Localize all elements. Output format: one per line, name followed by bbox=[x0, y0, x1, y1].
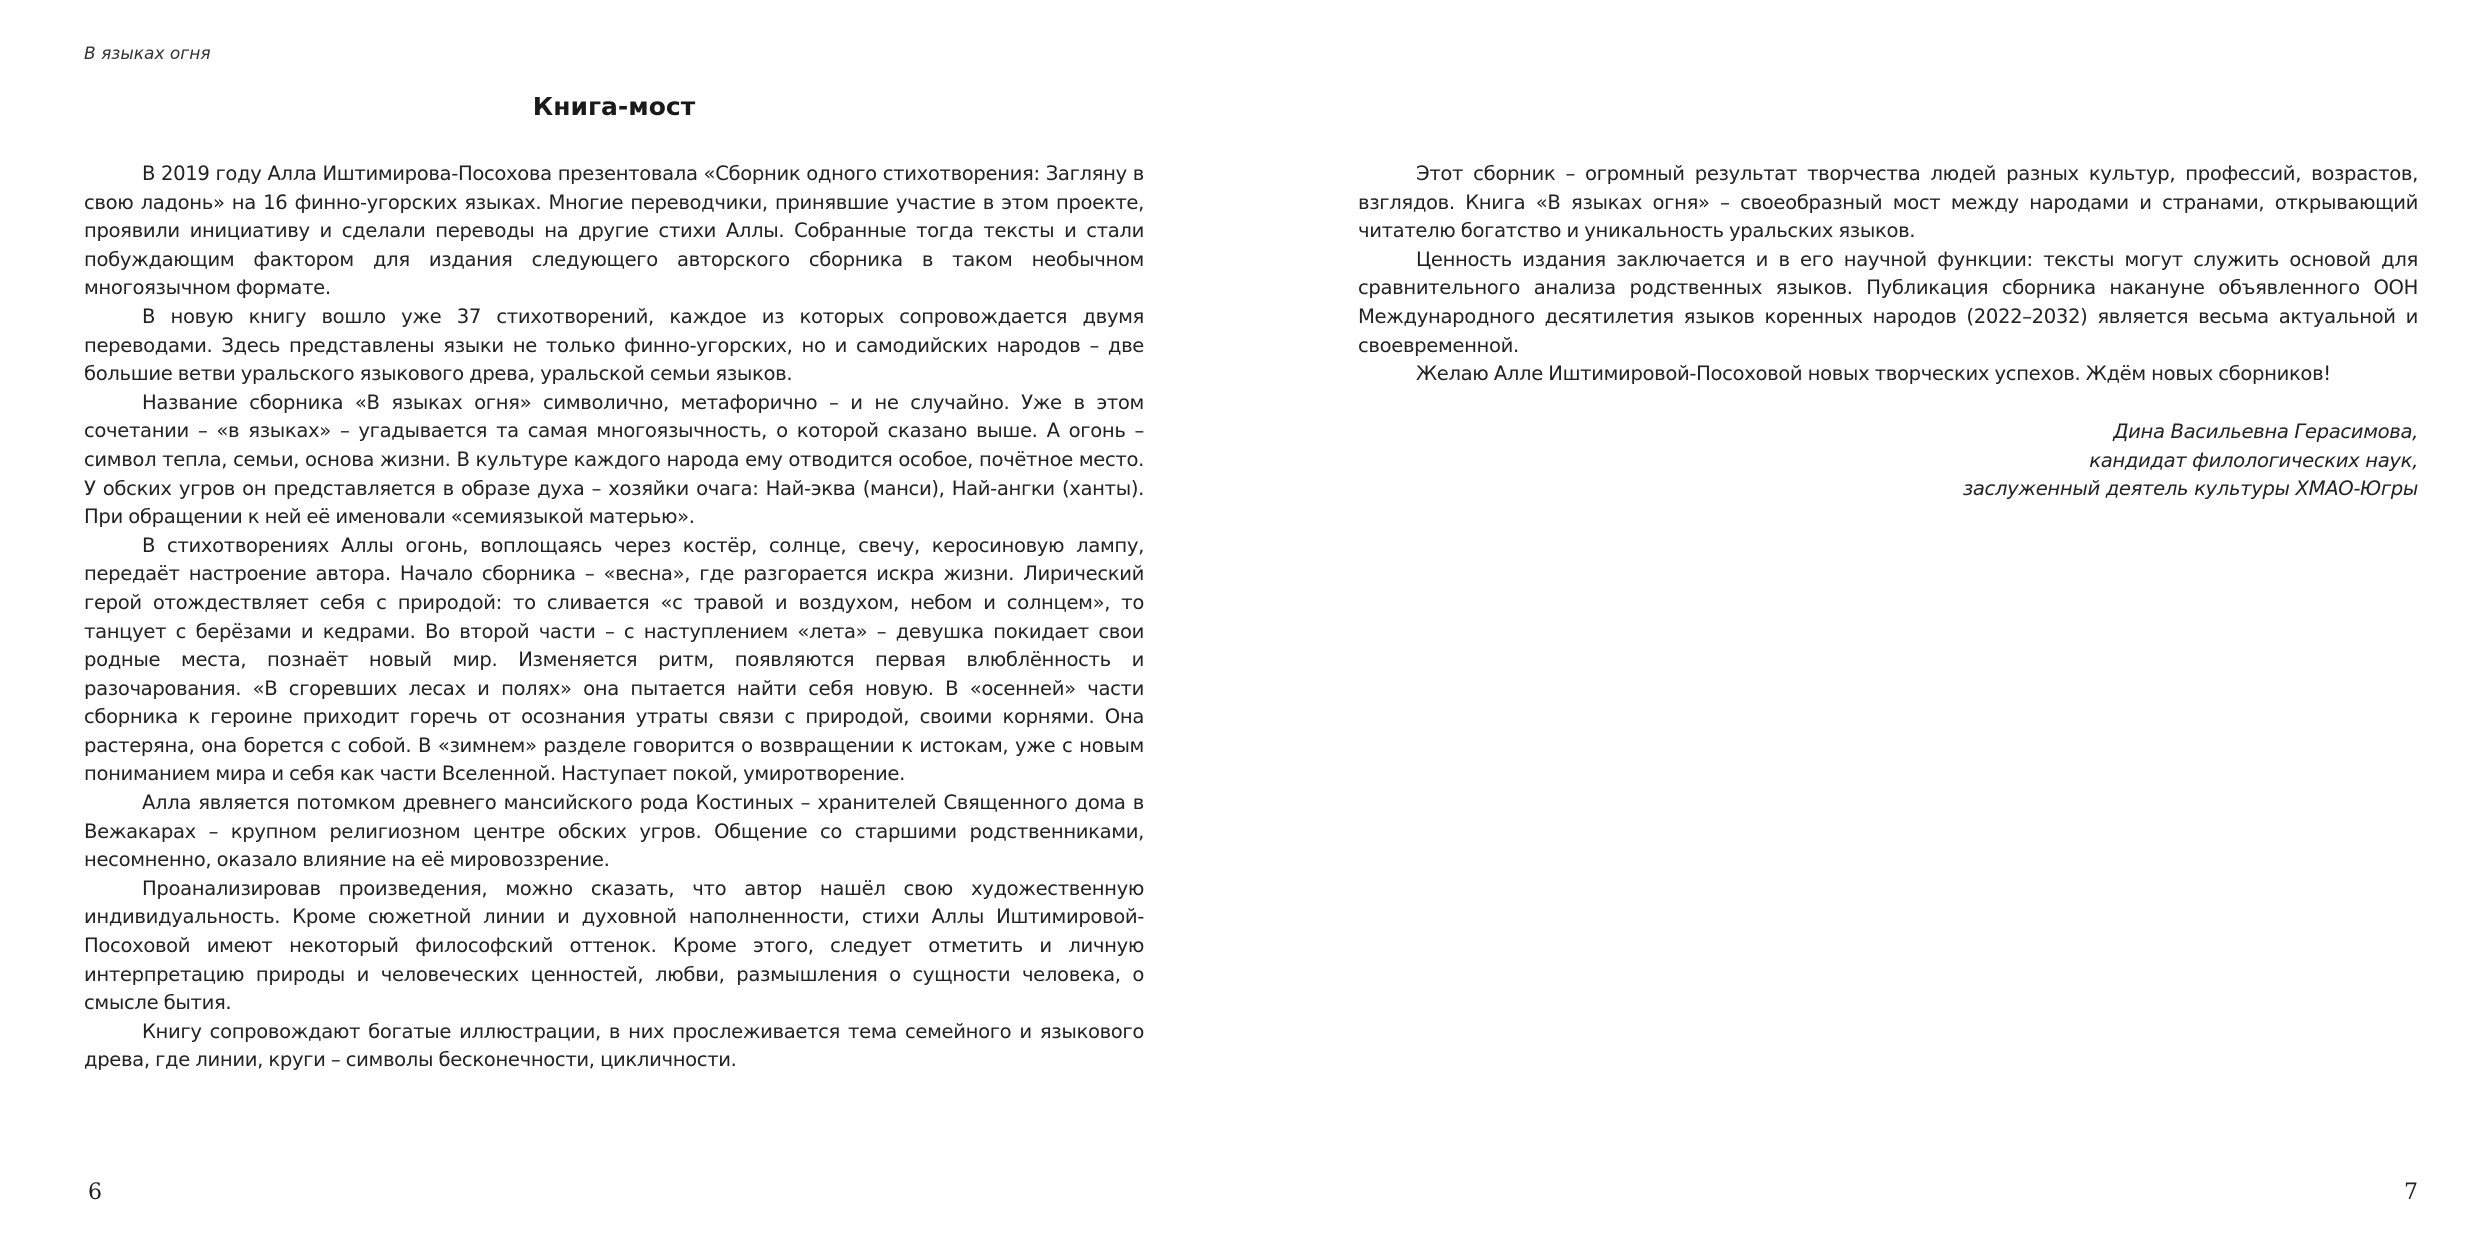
running-header: В языках огня bbox=[84, 44, 211, 64]
page-number-left: 6 bbox=[88, 1180, 102, 1205]
page-number-right: 7 bbox=[2404, 1180, 2418, 1205]
paragraph: Название сборника «В языках огня» символично, метафорично – и не случайно. Уже в этом сочетании – «в языках» – угадывается та самая многоязычность, о которой сказано выше. А огонь – символ тепла, семьи, основа жизни. В культуре каждого народа ему отводится особое, почётное место. У обских угров он представляется в образе духа – хозяйки очага: Най-эква (манси), Най-ангки (ханты). При обращении к ней её именовали «семиязыкой матерью». bbox=[84, 390, 1144, 529]
paragraph: Проанализировав произведения, можно сказать, что автор нашёл свою художественную индивидуальность. Кроме сюжетной линии и духовной наполненности, стихи Аллы Иштимировой-Посоховой имеют некоторый философский оттенок. Кроме этого, следует отметить и личную интерпретацию природы и человеческих ценностей, любви, размышления о сущности человека, о смысле бытия. bbox=[84, 876, 1144, 1015]
paragraph: Ценность издания заключается и в его научной функции: тексты могут служить основой для сравнительного анализа родственных языков. Публикация сборника накануне объявленного ООН Международного десятилетия языков коренных народов (2022–2032) является весьма актуальной и своевременной. bbox=[1358, 247, 2418, 357]
signature-title: заслуженный деятель культуры ХМАО-Югры bbox=[1962, 477, 2418, 501]
paragraph: В новую книгу вошло уже 37 стихотворений, каждое из которых сопровождается двумя переводами. Здесь представлены языки не только финно-угорских, но и самодийских народов – две большие ветви уральского языкового древа, уральской семьи языков. bbox=[84, 304, 1144, 386]
paragraph: Книгу сопровождают богатые иллюстрации, в них прослеживается тема семейного и языкового древа, где линии, круги – символы бесконечности, цикличности. bbox=[84, 1019, 1144, 1072]
left-page bbox=[0, 0, 1240, 1241]
signature-name: Дина Васильевна Герасимова, bbox=[2113, 420, 2418, 443]
signature-degree: кандидат филологических наук, bbox=[2089, 448, 2418, 472]
author-signature bbox=[1358, 418, 2418, 504]
paragraph: В 2019 году Алла Иштимирова-Посохова презентовала «Сборник одного стихотворения: Загляну в свою ладонь» на 16 финно-угорских языках. Многие переводчики, принявшие участие в этом проекте, проявили инициативу и сделали переводы на другие стихи Аллы. Собранные тогда тексты и стали побуждающим фактором для издания следующего авторского сборника в таком необычном многоязычном формате. bbox=[84, 162, 1144, 300]
chapter-title: Книга-мост bbox=[532, 92, 696, 121]
right-body-text bbox=[1358, 160, 2418, 389]
right-page bbox=[1240, 0, 2481, 1241]
paragraph: В стихотворениях Аллы огонь, воплощаясь через костёр, солнце, свечу, керосиновую лампу, передаёт настроение автора. Начало сборника – «весна», где разгорается искра жизни. Лирический герой отождествляет себя с природой: то сливается «с травой и воздухом, небом и солнцем», то танцует с берёзами и кедрами. Во второй части – с наступлением «лета» – девушка покидает свои родные места, познаёт новый мир. Изменяется ритм, появляются первая влюблённость и разочарования. «В сгоревших лесах и полях» она пытается найти себя новую. В «осенней» части сборника к героине приходит горечь от осознания утраты связи с природой, своими корнями. Она растеряна, она борется с собой. В «зимнем» разделе говорится о возвращении к истокам, уже с новым пониманием мира и себя как части Вселенной. Наступает покой, умиротворение. bbox=[84, 533, 1144, 786]
paragraph: Желаю Алле Иштимировой-Посоховой новых творческих успехов. Ждём новых сборников! bbox=[1416, 362, 2331, 386]
paragraph: Этот сборник – огромный результат творчества людей разных культур, профессий, возрастов, взглядов. Книга «В языках огня» – своеобразный мост между народами и странами, открывающий читателю богатство и уникальность уральских языков. bbox=[1358, 162, 2418, 243]
paragraph: Алла является потомком древнего мансийского рода Костиных – хранителей Священного дома в Вежакарах – крупном религиозном центре обских угров. Общение со старшими родственниками, несомненно, оказало влияние на её мировоззрение. bbox=[84, 791, 1144, 872]
left-body-text bbox=[84, 160, 1144, 1075]
